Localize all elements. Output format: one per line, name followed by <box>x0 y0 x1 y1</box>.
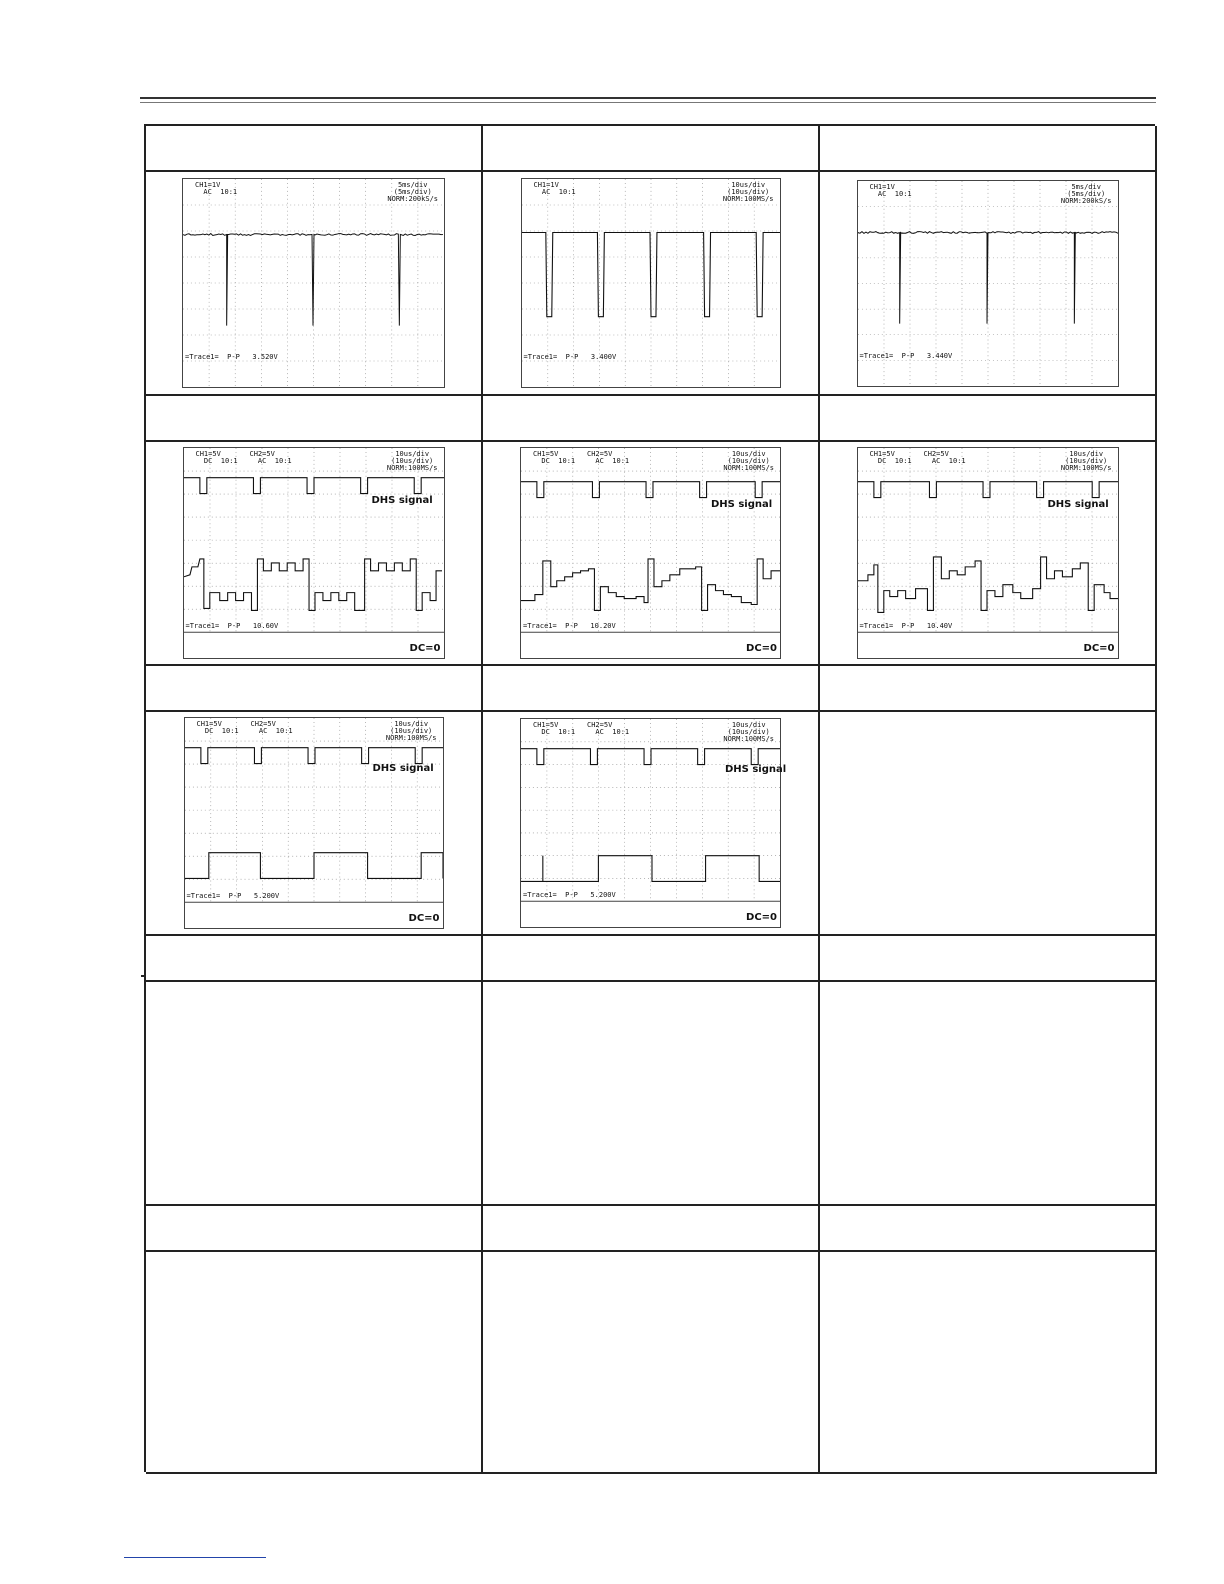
waveform-cell <box>146 712 483 936</box>
empty-cell <box>483 982 820 1206</box>
oscilloscope-screen <box>182 178 445 388</box>
channel2-setting: CH2=5V AC 10:1 <box>249 450 292 465</box>
trace-measurement: =Trace1= P-P 3.520V <box>185 353 278 361</box>
trace-measurement: =Trace1= P-P 3.400V <box>523 353 617 361</box>
timebase-setting: 10us/div (10us/div) NORM:100MS/s <box>1060 450 1112 472</box>
trace-measurement: =Trace1= P-P 10.60V <box>185 622 279 630</box>
trace-measurement: =Trace1= P-P 10.40V <box>859 622 953 630</box>
timebase-setting: 10us/div (10us/div) NORM:100MS/s <box>722 181 774 203</box>
table-header-cell <box>483 936 820 982</box>
table-header-cell <box>483 126 820 172</box>
ch2-waveform <box>185 853 443 879</box>
dhs-signal-label: DHS signal <box>725 764 787 775</box>
dc-level-label: DC=0 <box>746 643 777 654</box>
dc-level-label: DC=0 <box>409 643 441 654</box>
timebase-setting: 10us/div (10us/div) NORM:100MS/s <box>723 721 774 743</box>
timebase-setting: 10us/div (10us/div) NORM:100MS/s <box>723 450 774 472</box>
header-rule-thin <box>140 102 1156 103</box>
oscilloscope-screen <box>857 447 1119 659</box>
empty-cell <box>820 982 1157 1206</box>
channel-setting: CH1=1V AC 10:1 <box>869 182 912 198</box>
waveform-cell <box>146 442 483 666</box>
table-header-cell <box>146 936 483 982</box>
timebase-setting: 5ms/div (5ms/div) NORM:200kS/s <box>1060 182 1112 205</box>
waveform-cell <box>483 712 820 936</box>
table-header-cell <box>820 396 1157 442</box>
footer-link-line <box>124 1557 266 1558</box>
channel1-setting: CH1=5V DC 10:1 <box>533 450 576 465</box>
dhs-signal-label: DHS signal <box>711 499 773 510</box>
dc-level-label: DC=0 <box>746 912 777 923</box>
timebase-setting: 10us/div (10us/div) NORM:100MS/s <box>385 720 437 742</box>
table-header-cell <box>820 666 1157 712</box>
channel1-setting: CH1=5V DC 10:1 <box>533 721 576 736</box>
trace-measurement: =Trace1= P-P 5.200V <box>523 891 616 899</box>
table-header-cell <box>483 666 820 712</box>
channel2-setting: CH2=5V AC 10:1 <box>250 720 293 735</box>
empty-cell <box>146 982 483 1206</box>
waveform-table <box>144 124 1155 1472</box>
dhs-signal-label: DHS signal <box>1047 499 1109 510</box>
oscilloscope-screen <box>183 447 445 659</box>
dhs-waveform <box>521 749 780 765</box>
header-rule-thick <box>140 97 1156 99</box>
oscilloscope-screen <box>521 178 781 388</box>
waveform-cell <box>483 172 820 396</box>
channel2-setting: CH2=5V AC 10:1 <box>587 721 630 736</box>
empty-cell <box>146 1252 483 1474</box>
ch1-waveform <box>183 234 443 326</box>
table-header-cell <box>820 936 1157 982</box>
oscilloscope-screen <box>520 447 781 659</box>
ch1-waveform <box>522 232 780 316</box>
empty-cell <box>483 1252 820 1474</box>
table-header-cell <box>483 396 820 442</box>
oscilloscope-screen <box>857 180 1119 387</box>
channel2-setting: CH2=5V AC 10:1 <box>923 450 966 465</box>
trace-measurement: =Trace1= P-P 3.440V <box>859 351 953 360</box>
dhs-signal-label: DHS signal <box>372 763 434 774</box>
ch2-waveform <box>858 557 1118 612</box>
oscilloscope-screen <box>184 717 444 929</box>
table-header-cell <box>820 1206 1157 1252</box>
empty-cell <box>820 1252 1157 1474</box>
ch2-waveform <box>184 559 442 611</box>
waveform-cell <box>146 172 483 396</box>
waveform-cell <box>820 172 1157 396</box>
table-header-cell <box>146 126 483 172</box>
channel-setting: CH1=1V AC 10:1 <box>533 181 576 196</box>
timebase-setting: 10us/div (10us/div) NORM:100MS/s <box>386 450 438 472</box>
table-header-cell <box>820 126 1157 172</box>
oscilloscope-screen <box>520 718 787 928</box>
timebase-setting: 5ms/div (5ms/div) NORM:200kS/s <box>387 181 438 203</box>
channel1-setting: CH1=5V DC 10:1 <box>196 720 239 735</box>
trace-measurement: =Trace1= P-P 5.200V <box>186 892 280 900</box>
table-header-cell <box>146 396 483 442</box>
trace-measurement: =Trace1= P-P 10.20V <box>523 622 616 630</box>
empty-cell <box>820 712 1157 936</box>
dc-level-label: DC=0 <box>408 913 440 924</box>
channel1-setting: CH1=5V DC 10:1 <box>869 450 912 465</box>
dhs-signal-label: DHS signal <box>371 495 433 506</box>
channel-setting: CH1=1V AC 10:1 <box>195 181 238 196</box>
waveform-cell <box>483 442 820 666</box>
dhs-waveform <box>184 478 444 494</box>
waveform-cell <box>820 442 1157 666</box>
ch1-waveform <box>858 231 1118 323</box>
channel1-setting: CH1=5V DC 10:1 <box>195 450 238 465</box>
channel2-setting: CH2=5V AC 10:1 <box>587 450 630 465</box>
table-header-cell <box>146 666 483 712</box>
table-header-cell <box>483 1206 820 1252</box>
dc-level-label: DC=0 <box>1083 643 1115 654</box>
table-header-cell <box>146 1206 483 1252</box>
